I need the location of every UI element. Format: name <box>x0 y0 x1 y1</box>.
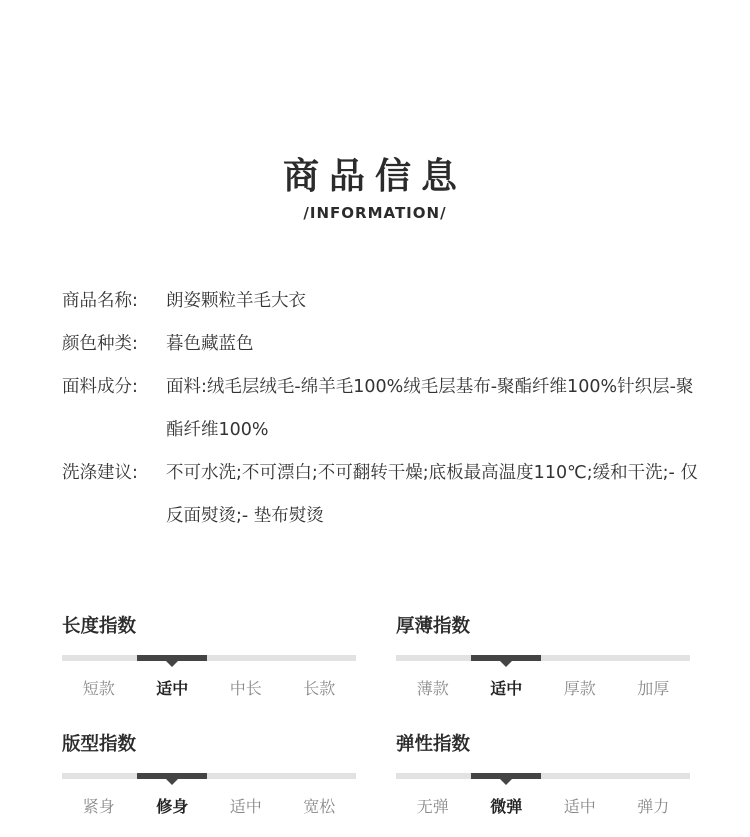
index-option: 薄款 <box>416 679 449 698</box>
info-row-material <box>62 366 702 452</box>
info-row-care <box>62 452 702 538</box>
index-option: 短款 <box>82 679 115 698</box>
info-label: 洗涤建议: <box>62 463 138 483</box>
info-value: 不可水洗;不可漂白;不可翻转干燥;底板最高温度110℃;缓和干洗;- 仅反面熨烫;- 垫布熨烫 <box>166 463 698 526</box>
index-option: 长款 <box>303 679 336 698</box>
index-option: 宽松 <box>303 797 336 816</box>
index-title: 长度指数 <box>62 616 137 637</box>
index-option: 厚款 <box>563 679 596 698</box>
product-info <box>62 280 702 538</box>
index-indicator <box>137 655 207 661</box>
fit-index <box>62 732 356 816</box>
info-label: 面料成分: <box>62 377 138 397</box>
index-option: 适中 <box>563 797 596 816</box>
index-indicator <box>471 773 541 779</box>
index-title: 弹性指数 <box>396 734 471 755</box>
index-bar <box>62 655 356 661</box>
info-row-color <box>62 323 702 366</box>
index-option: 适中 <box>229 797 262 816</box>
index-option: 加厚 <box>637 679 670 698</box>
info-value: 朗姿颗粒羊毛大衣 <box>166 291 306 311</box>
index-option: 修身 <box>156 797 189 816</box>
index-title: 厚薄指数 <box>396 616 471 637</box>
info-label: 商品名称: <box>62 291 138 311</box>
index-option: 弹力 <box>637 797 670 816</box>
index-indicator <box>471 655 541 661</box>
index-indicator <box>137 773 207 779</box>
index-option: 适中 <box>156 679 189 698</box>
index-bar <box>396 655 690 661</box>
index-bar <box>62 773 356 779</box>
index-option: 适中 <box>490 679 523 698</box>
thickness-index <box>396 614 690 698</box>
page-subtitle: /INFORMATION/ <box>303 204 447 222</box>
index-option: 紧身 <box>82 797 115 816</box>
index-option: 微弹 <box>490 797 523 816</box>
length-index <box>62 614 356 698</box>
info-row-name <box>62 280 702 323</box>
index-option: 无弹 <box>416 797 449 816</box>
index-bar <box>396 773 690 779</box>
page-title: 商品信息 <box>282 156 467 197</box>
info-label: 颜色种类: <box>62 334 138 354</box>
info-value: 面料:绒毛层绒毛-绵羊毛100%绒毛层基布-聚酯纤维100%针织层-聚酯纤维100% <box>166 377 694 440</box>
elasticity-index <box>396 732 690 816</box>
index-option: 中长 <box>229 679 262 698</box>
index-title: 版型指数 <box>62 734 137 755</box>
info-value: 暮色藏蓝色 <box>166 334 254 354</box>
